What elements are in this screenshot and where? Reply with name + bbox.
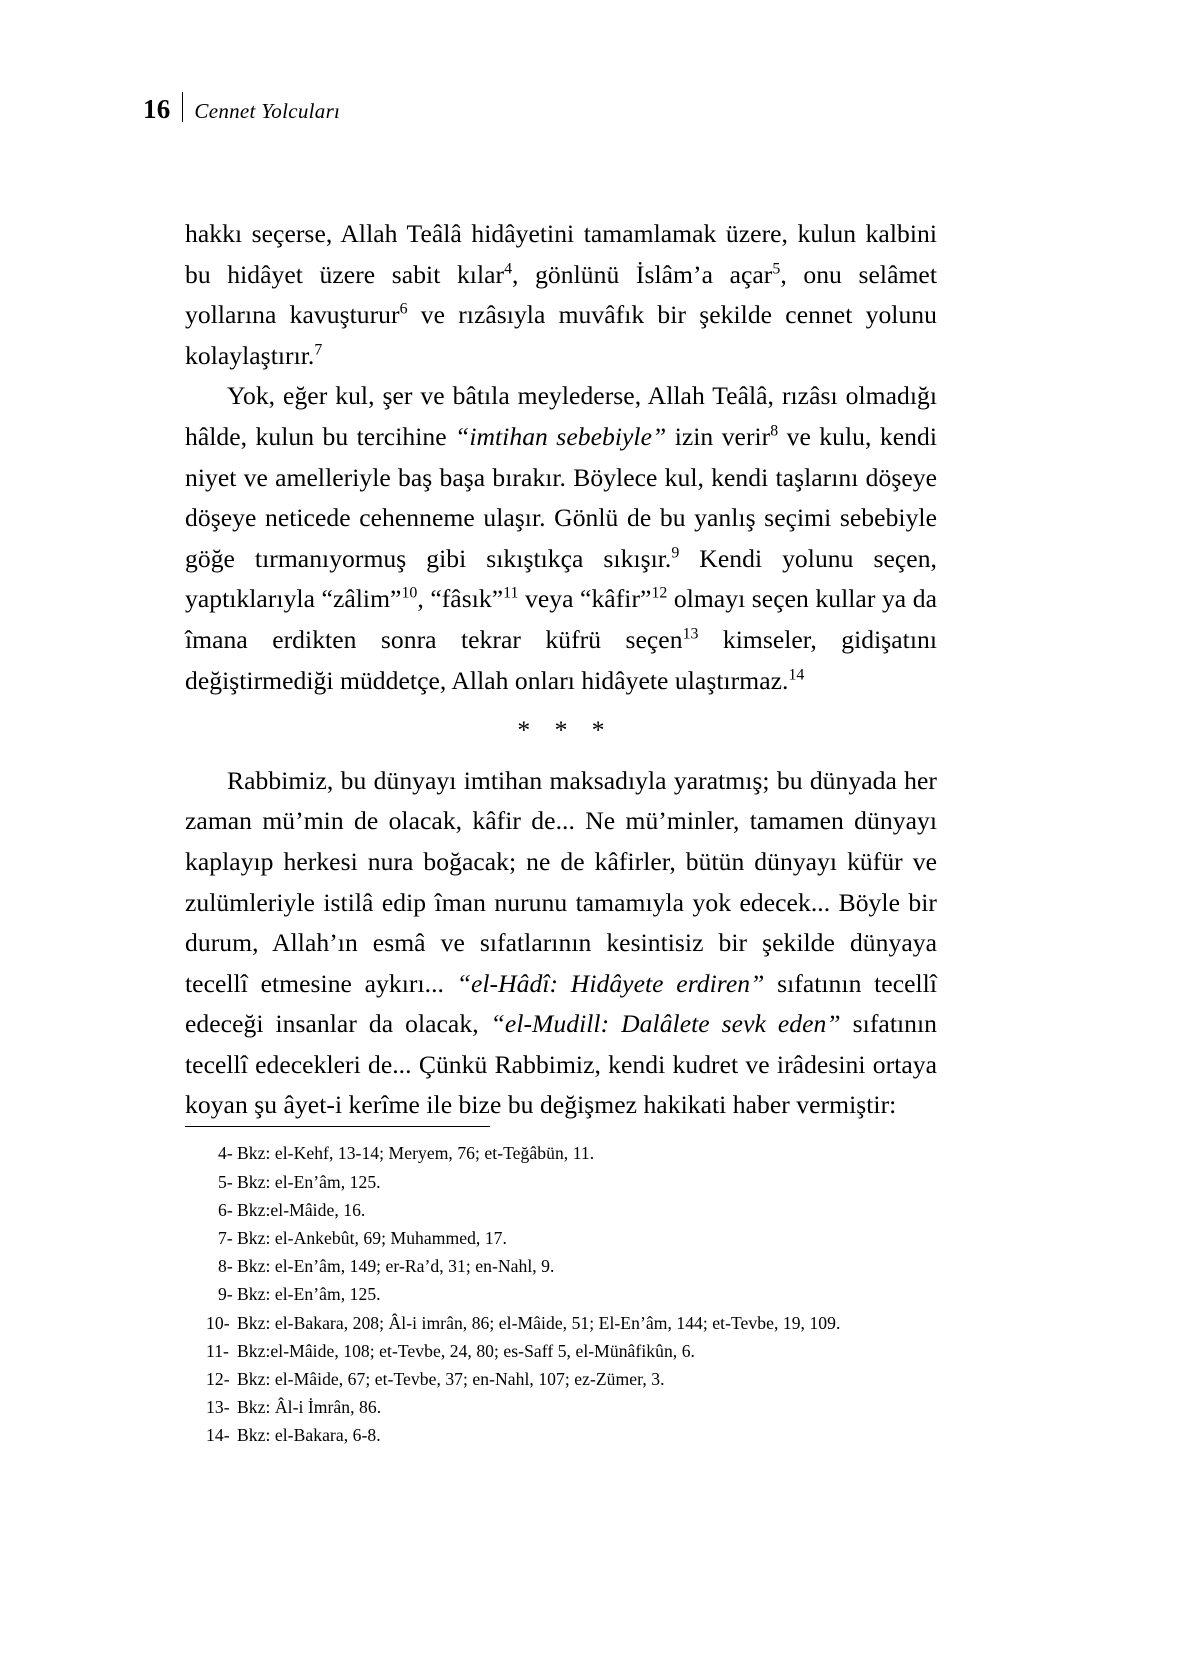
footnote-item: [185, 1196, 945, 1224]
footnote-text: Bkz: el-En’âm, 125.: [237, 1171, 381, 1192]
footnotes-section: [185, 1126, 945, 1450]
footnote-text: Bkz: el-Mâide, 67; et-Tevbe, 37; en-Nahl, 107; ez-Zümer, 3.: [237, 1369, 665, 1390]
footnote-ref-8[interactable]: 8: [770, 422, 779, 440]
paragraph-3-segment-1: Rabbimiz, bu dünyayı imtihan maksadıyla yaratmış; bu dünyada her zaman mü’min de olacak, kâfir de... Ne mü’minler, tamamen dünyayı kaplayıp herkesi nura boğacak; ne de kâfirler, bütün dünyayı küfür ve zulümleriyle istilâ edip îman nurunu tamamıyla yok edecek... Böyle bir durum, Allah’ın esmâ ve sıfatlarının kesintisiz bir şekilde dünyaya tecellî etmesine aykırı...: [185, 765, 937, 998]
footnote-ref-12[interactable]: 12: [651, 584, 668, 602]
paragraph-2-segment-3: ve kulu, kendi niyet ve amelleriyle baş başa bırakır. Böylece kul, kendi taşlarını döşeye döşeye neticede cehenneme ulaşır. Gönlü de bu yanlış seçimi sebebiyle göğe tırmanıyormuş gibi sıkıştıkça sıkışır.: [185, 421, 937, 573]
footnote-item: [185, 1252, 945, 1280]
footnote-ref-7[interactable]: 7: [314, 341, 323, 359]
paragraph-1-segment-2: , gönlünü İslâm’a açar: [512, 259, 773, 289]
paragraph-1-segment-1: hakkı seçerse, Allah Teâlâ hidâyetini tamamlamak üzere, kulun kalbini bu hidâyet üzere sabit kılar: [185, 219, 937, 289]
footnote-item: [185, 1139, 945, 1167]
paragraph-2: [185, 376, 937, 701]
footnote-item: [185, 1393, 945, 1421]
paragraph-1-segment-3: , onu selâmet yollarına kavuşturur: [185, 259, 938, 330]
footnote-number[interactable]: 14-: [206, 1425, 230, 1446]
footnote-ref-9[interactable]: 9: [671, 544, 680, 562]
paragraph-3-segment-3: sıfatının tecellî edecekleri de... Çünkü Rabbimiz, kendi kudret ve irâdesini ortaya koyan şu âyet-i kerîme ile bize bu değişmez hakikati haber vermiştir:: [185, 1009, 937, 1120]
footnote-item: [185, 1337, 945, 1365]
paragraph-1: [185, 214, 937, 376]
footnote-number[interactable]: 11-: [206, 1340, 229, 1361]
footnote-item: [185, 1421, 945, 1449]
footnote-text: Bkz: el-Ankebût, 69; Muhammed, 17.: [237, 1228, 507, 1248]
book-title: Cennet Yolcuları: [194, 99, 341, 123]
footnote-item: [185, 1309, 945, 1337]
footnote-number[interactable]: 5-: [218, 1171, 233, 1192]
footnote-ref-11[interactable]: 11: [503, 584, 519, 602]
footnote-text: Bkz: el-Kehf, 13-14; Meryem, 76; et-Teğâbün, 11.: [237, 1143, 595, 1164]
footnote-number[interactable]: 7-: [218, 1228, 233, 1248]
footnote-ref-14[interactable]: 14: [788, 666, 805, 683]
page-number: 16: [143, 94, 171, 124]
footnote-number[interactable]: 6-: [218, 1199, 233, 1220]
footnote-item: [185, 1365, 945, 1393]
running-head-divider: [182, 92, 183, 122]
paragraph-2-segment-7: olmayı seçen kullar ya da îmana erdikten sonra tekrar küfrü seçen: [185, 584, 938, 654]
quoted-term-imtihan-sebebiyle: “imtihan sebebiyle”: [455, 421, 667, 451]
footnote-ref-10[interactable]: 10: [401, 584, 418, 602]
paragraph-2-segment-2: izin verir: [666, 421, 771, 451]
section-divider-asterism: * * *: [517, 715, 614, 745]
footnote-list: [185, 1139, 945, 1449]
footnote-item: [185, 1224, 945, 1252]
paragraph-1-segment-4: ve rızâsıyla muvâfık bir şekilde cennet yolunu kolaylaştırır.: [185, 300, 937, 370]
footnote-ref-13[interactable]: 13: [682, 625, 699, 643]
quoted-term-el-hadi: “el-Hâdî: Hidâyete erdiren”: [456, 968, 765, 998]
footnote-text: Bkz: el-En’âm, 125.: [237, 1284, 381, 1305]
footnote-text: Bkz:el-Mâide, 108; et-Tevbe, 24, 80; es-Saff 5, el-Münâfikûn, 6.: [237, 1340, 695, 1361]
footnote-number[interactable]: 10-: [206, 1312, 230, 1333]
footnote-ref-4[interactable]: 4: [504, 260, 513, 278]
footnote-number[interactable]: 12-: [206, 1369, 230, 1390]
footnote-ref-5[interactable]: 5: [772, 260, 781, 278]
running-head: [143, 88, 340, 128]
quoted-term-el-mudill: “el-Mudill: Dalâlete sevk eden”: [490, 1009, 841, 1039]
paragraph-2-segment-6: veya “kâfir”: [518, 584, 652, 614]
footnote-number[interactable]: 4-: [218, 1143, 233, 1164]
footnote-separator-rule: [185, 1126, 490, 1127]
paragraph-3: [185, 761, 937, 1126]
text-column: [185, 214, 937, 1126]
footnote-number[interactable]: 8-: [218, 1256, 233, 1277]
footnote-text: Bkz:el-Mâide, 16.: [237, 1199, 366, 1220]
footnote-text: Bkz: el-Bakara, 6-8.: [237, 1425, 381, 1446]
paragraph-2-segment-1: Yok, eğer kul, şer ve bâtıla meylederse, Allah Teâlâ, rızâsı olmadığı hâlde, kulun bu tercihine: [185, 381, 937, 451]
footnote-text: Bkz: Âl-i İmrân, 86.: [237, 1397, 382, 1418]
footnote-number[interactable]: 13-: [206, 1397, 230, 1418]
footnote-ref-6[interactable]: 6: [399, 300, 408, 318]
paragraph-2-segment-4: Kendi yolunu seçen, yaptıklarıyla “zâlim”: [185, 543, 938, 614]
footnote-item: [185, 1168, 945, 1196]
paragraph-2-segment-5: , “fâsık”: [417, 584, 504, 614]
footnote-text: Bkz: el-En’âm, 149; er-Ra’d, 31; en-Nahl, 9.: [237, 1256, 555, 1277]
footnote-item: [185, 1280, 945, 1308]
paragraph-2-segment-8: kimseler, gidişatını değiştirmediği müddetçe, Allah onları hidâyete ulaştırmaz.: [185, 624, 937, 695]
paragraph-3-segment-2: sıfatının tecellî edeceği insanlar da olacak,: [185, 968, 937, 1039]
footnote-text: Bkz: el-Bakara, 208; Âl-i imrân, 86; el-Mâide, 51; El-En’âm, 144; et-Tevbe, 19, 109.: [237, 1312, 841, 1333]
footnote-number[interactable]: 9-: [218, 1284, 233, 1305]
